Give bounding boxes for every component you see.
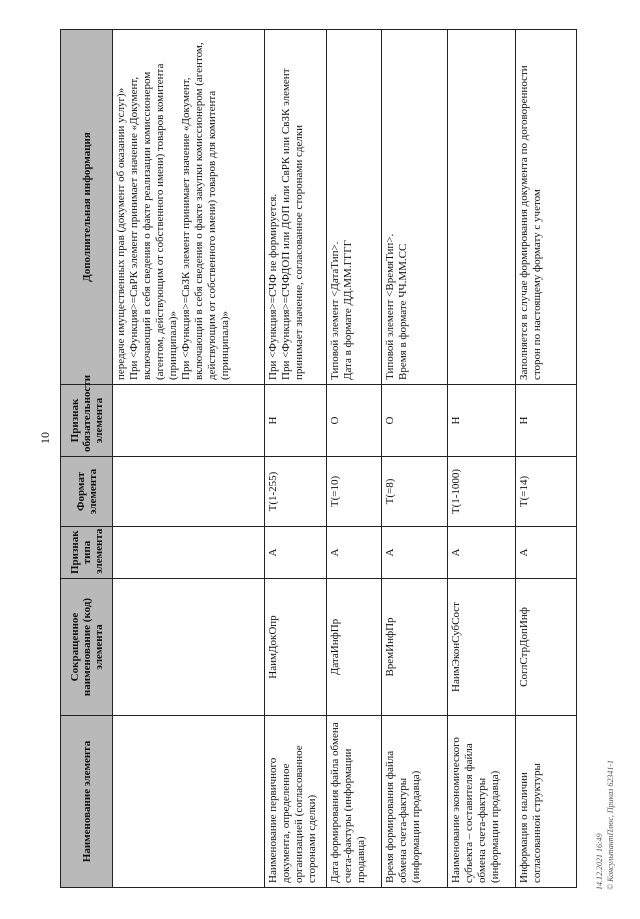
table-row xyxy=(265,30,327,888)
table-row xyxy=(448,30,516,888)
cell-required: О xyxy=(327,385,382,457)
cell-format: Т(1-1000) xyxy=(448,457,516,527)
cell-name: Информация о наличии согласованной структуры xyxy=(516,716,577,888)
cell-required: Н xyxy=(265,385,327,457)
cell-type: А xyxy=(382,527,448,579)
cell-type: А xyxy=(265,527,327,579)
cell-format: Т(=10) xyxy=(327,457,382,527)
header-element-required: Признак обязательности элемента xyxy=(61,385,113,457)
cell-type xyxy=(113,527,265,579)
header-element-name: Наименование элемента xyxy=(61,716,113,888)
table-row xyxy=(327,30,382,888)
cell-info: Заполняется в случае формирования документа по договоренности сторон по настоящему формату с учетом xyxy=(516,30,577,385)
header-element-type: Признак типа элемента xyxy=(61,527,113,579)
footer-stamp xyxy=(594,760,616,890)
cell-format: Т(=8) xyxy=(382,457,448,527)
cell-format: Т(1-255) xyxy=(265,457,327,527)
cell-required: О xyxy=(382,385,448,457)
table-header-row xyxy=(61,30,113,888)
cell-name: Наименование первичного документа, определенное организацией (согласованное сторонами сделки) xyxy=(265,716,327,888)
cell-info xyxy=(448,30,516,385)
table-row xyxy=(113,30,265,888)
cell-required: Н xyxy=(516,385,577,457)
cell-code: ВремИнфПр xyxy=(382,579,448,716)
header-element-format: Формат элемента xyxy=(61,457,113,527)
footer-line-1: 14.12.2021 16:49 xyxy=(595,833,604,890)
cell-code: НаимЭконСубСост xyxy=(448,579,516,716)
header-additional-info: Дополнительная информация xyxy=(61,30,113,385)
cell-info: передаче имущественных прав (документ об оказании услуг)» При <Функция>=СвРК элемент принимает значение «Документ, включающий в себя сведения о факте реализации комиссионером (агентом, действующим от собственного имени) товаров комитента (принципала)» При <Функция>=СвЗК элемент принимает значение «Документ, включающий в себя сведения о факте закупки комиссионером (агентом, действующим от собственного имени) товаров для комитента (принципала)» xyxy=(113,30,265,385)
cell-name xyxy=(113,716,265,888)
document-table-wrapper xyxy=(60,30,576,888)
cell-code: СоглСтрДопИнф xyxy=(516,579,577,716)
cell-type: А xyxy=(448,527,516,579)
cell-format xyxy=(113,457,265,527)
cell-format: Т(=14) xyxy=(516,457,577,527)
cell-name: Наименование экономического субъекта – составителя файла обмена счета-фактуры (информации продавца) xyxy=(448,716,516,888)
cell-name: Время формирования файла обмена счета-фактуры (информации продавца) xyxy=(382,716,448,888)
cell-type: А xyxy=(516,527,577,579)
cell-code xyxy=(113,579,265,716)
cell-code: ДатаИнфПр xyxy=(327,579,382,716)
footer-line-2: © КонсультантПлюс, Приказ 62341-1 xyxy=(606,760,615,890)
header-element-code: Сокращенное наименование (код) элемента xyxy=(61,579,113,716)
elements-table xyxy=(60,29,577,888)
cell-name: Дата формирования файла обмена счета-фактуры (информации продавца) xyxy=(327,716,382,888)
cell-code: НаимДокОпр xyxy=(265,579,327,716)
cell-required xyxy=(113,385,265,457)
cell-info: Типовой элемент <ДатаТип>. Дата в формате ДД.ММ.ГГГГ xyxy=(327,30,382,385)
cell-info: При <Функция>=СЧФ не формируется. При <Функция>=СЧФДОП или ДОП или СвРК или СвЗК элемент принимает значение, согласованное сторонами сделки xyxy=(265,30,327,385)
table-row xyxy=(382,30,448,888)
table-row xyxy=(516,30,577,888)
cell-type: А xyxy=(327,527,382,579)
cell-required: Н xyxy=(448,385,516,457)
page-number: 10 xyxy=(38,432,52,444)
cell-info: Типовой элемент <ВремяТип>. Время в формате ЧЧ.ММ.СС xyxy=(382,30,448,385)
